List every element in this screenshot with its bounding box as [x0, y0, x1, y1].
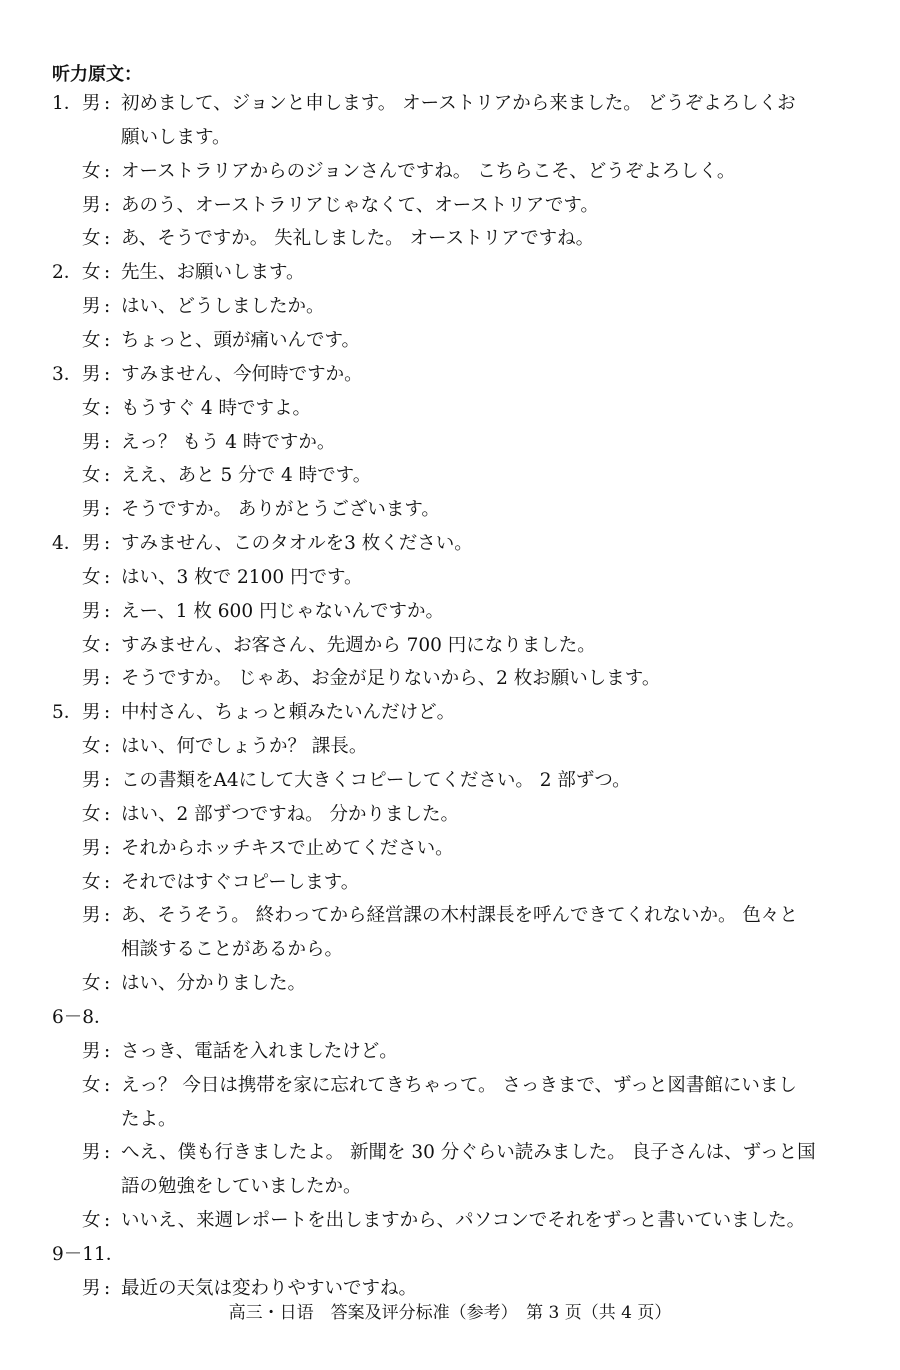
- dialogue-text: ええ、あと 5 分で 4 時です。: [121, 465, 372, 487]
- dialogue-text-continued: たよ。: [121, 1108, 177, 1130]
- item-number: 5．: [52, 702, 83, 724]
- speaker-label: 男: [82, 1277, 101, 1299]
- dialogue-line: [0, 832, 900, 866]
- speaker-colon: :: [104, 499, 111, 521]
- dialogue-text: もうすぐ 4 時ですよ。: [121, 397, 312, 419]
- dialogue-continuation: [0, 1103, 900, 1137]
- speaker-label: 男: [82, 194, 101, 216]
- speaker-colon: :: [104, 566, 111, 588]
- speaker-label: 男: [82, 702, 101, 724]
- dialogue-line: [0, 730, 900, 764]
- speaker-label: 男: [82, 837, 101, 859]
- speaker-label: 男: [82, 296, 101, 318]
- speaker-colon: :: [104, 1210, 111, 1232]
- dialogue-text: すみません、お客さん、先週から 700 円になりました。: [121, 634, 596, 656]
- dialogue-text: この書類をA4にして大きくコピーしてください。 2 部ずつ。: [121, 770, 631, 791]
- section-heading: 听力原文：: [52, 64, 142, 85]
- speaker-colon: :: [104, 668, 111, 690]
- dialogue-line: [0, 87, 900, 121]
- dialogue-line: [0, 1069, 900, 1103]
- speaker-label: 男: [82, 905, 101, 927]
- dialogue-line: [0, 1035, 900, 1069]
- dialogue-line: [0, 527, 900, 561]
- speaker-label: 女: [82, 465, 101, 487]
- speaker-colon: :: [104, 228, 111, 250]
- item-number: 1．: [52, 93, 83, 114]
- speaker-label: 女: [82, 228, 101, 250]
- dialogue-line: [0, 967, 900, 1001]
- speaker-label: 男: [82, 533, 101, 555]
- speaker-label: 男: [82, 770, 101, 791]
- speaker-colon: :: [104, 533, 111, 555]
- item-number: 4．: [52, 533, 83, 555]
- dialogue-text: えっ？ 今日は携帯を家に忘れてきちゃって。 さっきまで、ずっと図書館にいまし: [121, 1074, 797, 1096]
- dialogue-line: [0, 1136, 900, 1170]
- speaker-label: 女: [82, 1210, 101, 1232]
- speaker-colon: :: [104, 160, 111, 182]
- dialogue-continuation: [0, 1170, 900, 1204]
- dialogue-line: [0, 459, 900, 493]
- speaker-colon: :: [104, 905, 111, 927]
- speaker-colon: :: [104, 1074, 111, 1096]
- speaker-label: 男: [82, 668, 101, 690]
- speaker-label: 男: [82, 600, 101, 622]
- dialogue-text-continued: 相談することがあるから。: [121, 939, 344, 961]
- speaker-colon: :: [104, 736, 111, 758]
- dialogue-line: [0, 899, 900, 933]
- dialogue-line: [0, 662, 900, 696]
- dialogue-text: 初めまして、ジョンと申します。 オーストリアから来ました。 どうぞよろしくお: [121, 93, 796, 114]
- dialogue-text: あ、そうですか。 失礼しました。 オーストリアですね。: [121, 228, 595, 250]
- dialogue-text: そうですか。 ありがとうございます。: [121, 499, 440, 521]
- page-footer: 高三・日语 答案及评分标准（参考） 第 3 页（共 4 页）: [228, 1303, 672, 1323]
- speaker-colon: :: [104, 296, 111, 318]
- speaker-colon: :: [104, 1040, 111, 1062]
- speaker-colon: :: [104, 262, 111, 284]
- speaker-label: 男: [82, 1040, 101, 1062]
- dialogue-continuation: [0, 933, 900, 967]
- item-number: 2．: [52, 262, 83, 284]
- dialogue-text: あ、そうそう。 終わってから経営課の木村課長を呼んできてくれないか。 色々と: [121, 905, 798, 927]
- dialogue-text: あのう、オーストラリアじゃなくて、オーストリアです。: [121, 194, 599, 216]
- dialogue-text: オーストラリアからのジョンさんですね。 こちらこそ、どうぞよろしく。: [121, 160, 736, 182]
- speaker-label: 女: [82, 397, 101, 419]
- speaker-label: 男: [82, 93, 101, 114]
- dialogue-line: [0, 561, 900, 595]
- speaker-colon: :: [104, 871, 111, 893]
- speaker-colon: :: [104, 329, 111, 351]
- item-heading-line: [0, 1001, 900, 1035]
- dialogue-line: [0, 392, 900, 426]
- dialogue-line: [0, 426, 900, 460]
- speaker-label: 女: [82, 973, 101, 995]
- dialogue-text-continued: 願いします。: [121, 126, 231, 148]
- item-number: 3．: [52, 363, 83, 385]
- dialogue-line: [0, 290, 900, 324]
- speaker-colon: :: [104, 194, 111, 216]
- dialogue-text: ちょっと、頭が痛いんです。: [121, 329, 361, 351]
- dialogue-text: 最近の天気は変わりやすいですね。: [121, 1277, 418, 1299]
- dialogue-text: はい、どうしましたか。: [121, 296, 325, 318]
- speaker-label: 女: [82, 736, 101, 758]
- speaker-label: 男: [82, 499, 101, 521]
- dialogue-line: [0, 256, 900, 290]
- dialogue-text: えー、1 枚 600 円じゃないんですか。: [121, 600, 444, 622]
- dialogue-text-continued: 語の勉強をしていましたか。: [121, 1176, 362, 1198]
- speaker-colon: :: [104, 600, 111, 622]
- speaker-label: 男: [82, 363, 101, 385]
- speaker-colon: :: [104, 363, 111, 385]
- dialogue-line: [0, 493, 900, 527]
- item-number: 9－11．: [52, 1243, 125, 1265]
- dialogue-text: さっき、電話を入れましたけど。: [121, 1040, 398, 1062]
- dialogue-text: そうですか。 じゃあ、お金が足りないから、2 枚お願いします。: [121, 668, 661, 690]
- dialogue-text: へえ、僕も行きましたよ。 新聞を 30 分ぐらい読みました。 良子さんは、ずっと国: [121, 1142, 816, 1164]
- speaker-label: 女: [82, 329, 101, 351]
- speaker-label: 男: [82, 1142, 101, 1164]
- speaker-label: 女: [82, 1074, 101, 1096]
- dialogue-text: はい、何でしょうか？ 課長。: [121, 736, 368, 758]
- speaker-colon: :: [104, 634, 111, 656]
- speaker-colon: :: [104, 431, 111, 453]
- dialogue-text: それではすぐコピーします。: [121, 871, 360, 893]
- speaker-colon: :: [104, 973, 111, 995]
- speaker-colon: :: [104, 1277, 111, 1299]
- speaker-label: 女: [82, 160, 101, 182]
- dialogue-line: [0, 222, 900, 256]
- dialogue-text: はい、2 部ずつですね。 分かりました。: [121, 803, 460, 825]
- speaker-colon: :: [104, 803, 111, 825]
- dialogue-line: [0, 595, 900, 629]
- speaker-label: 男: [82, 431, 101, 453]
- item-number: 6－8．: [52, 1006, 113, 1028]
- dialogue-text: すみません、今何時ですか。: [121, 363, 363, 385]
- dialogue-text: それからホッチキスで止めてください。: [121, 837, 454, 859]
- speaker-label: 女: [82, 634, 101, 656]
- speaker-label: 女: [82, 566, 101, 588]
- dialogue-text: すみません、このタオルを3 枚ください。: [121, 533, 473, 555]
- dialogue-line: [0, 324, 900, 358]
- dialogue-line: [0, 696, 900, 730]
- dialogue-line: [0, 866, 900, 900]
- dialogue-continuation: [0, 121, 900, 155]
- dialogue-line: [0, 1204, 900, 1238]
- dialogue-line: [0, 764, 900, 798]
- speaker-colon: :: [104, 397, 111, 419]
- speaker-colon: :: [104, 1142, 111, 1164]
- speaker-colon: :: [104, 837, 111, 859]
- item-heading-line: [0, 1238, 900, 1272]
- dialogue-text: 中村さん、ちょっと頼みたいんだけど。: [121, 702, 456, 724]
- dialogue-text: いいえ、来週レポートを出しますから、パソコンでそれをずっと書いていました。: [121, 1210, 806, 1232]
- dialogue-line: [0, 629, 900, 663]
- speaker-label: 女: [82, 262, 101, 284]
- speaker-colon: :: [104, 93, 111, 114]
- speaker-colon: :: [104, 770, 111, 791]
- dialogue-text: えっ？ もう 4 時ですか。: [121, 431, 336, 453]
- dialogue-line: [0, 358, 900, 392]
- speaker-label: 女: [82, 803, 101, 825]
- dialogue-text: 先生、お願いします。: [121, 262, 305, 284]
- speaker-colon: :: [104, 702, 111, 724]
- dialogue-line: [0, 189, 900, 223]
- dialogue-line: [0, 155, 900, 189]
- dialogue-line: [0, 798, 900, 832]
- dialogue-text: はい、分かりました。: [121, 973, 307, 995]
- dialogue-text: はい、3 枚で 2100 円です。: [121, 566, 363, 588]
- speaker-label: 女: [82, 871, 101, 893]
- speaker-colon: :: [104, 465, 111, 487]
